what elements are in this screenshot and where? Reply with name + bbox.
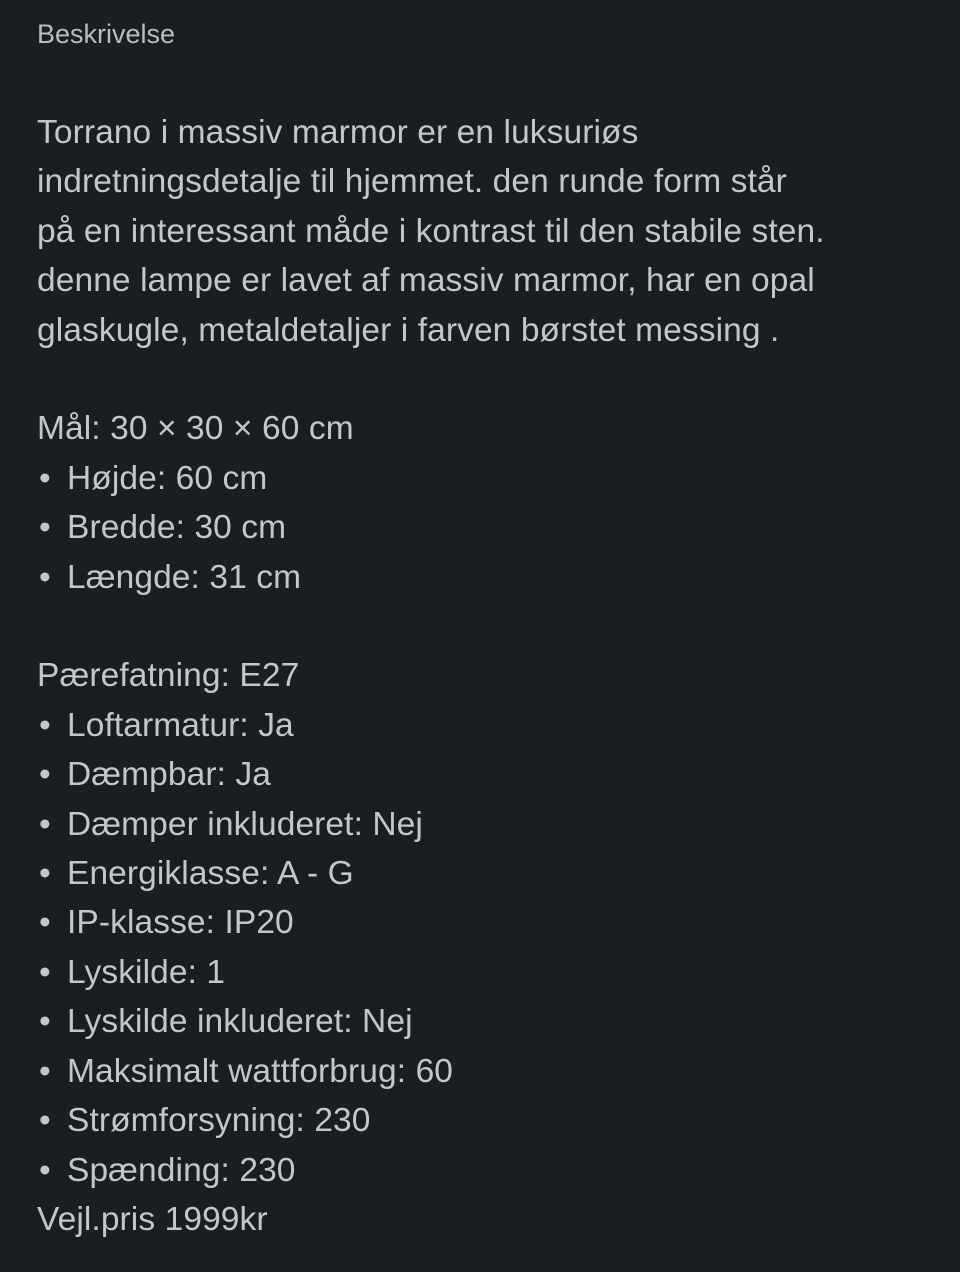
bullet-icon: • xyxy=(39,509,51,547)
bullet-icon: • xyxy=(39,1102,51,1140)
spec-text: Spænding: 230 xyxy=(67,1151,296,1189)
spacer xyxy=(37,355,930,404)
spec-text: Energiklasse: A - G xyxy=(67,855,354,893)
dimension-text: Højde: 60 cm xyxy=(67,459,268,497)
specs-heading: Pærefatning: E27 xyxy=(37,657,300,695)
spec-item xyxy=(37,701,930,750)
description-line: Torrano i massiv marmor er en luksuriøs xyxy=(37,114,639,151)
bullet-icon: • xyxy=(39,1052,51,1090)
bullet-icon: • xyxy=(39,459,51,497)
bullet-icon: • xyxy=(39,855,51,893)
dimensions-heading: Mål: 30 × 30 × 60 cm xyxy=(37,410,354,448)
section-label: Beskrivelse xyxy=(37,19,176,49)
description-body xyxy=(37,108,930,1244)
bullet-icon: • xyxy=(39,756,51,794)
dimension-text: Bredde: 30 cm xyxy=(67,509,287,547)
bullet-icon: • xyxy=(39,706,51,744)
spec-item xyxy=(37,997,930,1046)
spec-text: Strømforsyning: 230 xyxy=(67,1102,371,1140)
description-line: denne lampe er lavet af massiv marmor, har en opal xyxy=(37,262,815,300)
description-line: på en interessant måde i kontrast til den stabile sten. xyxy=(37,212,825,250)
spec-text: Dæmpbar: Ja xyxy=(67,756,272,794)
dimension-item xyxy=(37,503,930,552)
spec-text: IP-klasse: IP20 xyxy=(67,904,294,942)
bullet-icon: • xyxy=(39,558,51,596)
spec-item xyxy=(37,898,930,947)
bullet-icon: • xyxy=(39,904,51,942)
spec-item xyxy=(37,1096,930,1145)
description-line: glaskugle, metaldetaljer i farven børstet messing . xyxy=(37,311,780,349)
dimension-item xyxy=(37,553,930,602)
spec-text: Lyskilde: 1 xyxy=(67,953,226,991)
dimension-item xyxy=(37,454,930,503)
spec-text: Dæmper inkluderet: Nej xyxy=(67,805,423,843)
spec-item xyxy=(37,750,930,799)
price-text: Vejl.pris 1999kr xyxy=(37,1200,268,1238)
bullet-icon: • xyxy=(39,1151,51,1189)
bullet-icon: • xyxy=(39,805,51,843)
spec-item xyxy=(37,1146,930,1195)
spec-item xyxy=(37,1047,930,1096)
spacer xyxy=(37,602,930,651)
description-line: indretningsdetalje til hjemmet. den runde form står xyxy=(37,163,787,201)
spec-text: Lyskilde inkluderet: Nej xyxy=(67,1003,413,1041)
spec-item xyxy=(37,800,930,849)
spec-item xyxy=(37,948,930,997)
bullet-icon: • xyxy=(39,1003,51,1041)
spec-text: Maksimalt wattforbrug: 60 xyxy=(67,1052,454,1090)
bullet-icon: • xyxy=(39,953,51,991)
spec-item xyxy=(37,849,930,898)
spec-text: Loftarmatur: Ja xyxy=(67,706,294,744)
dimension-text: Længde: 31 cm xyxy=(67,558,302,596)
